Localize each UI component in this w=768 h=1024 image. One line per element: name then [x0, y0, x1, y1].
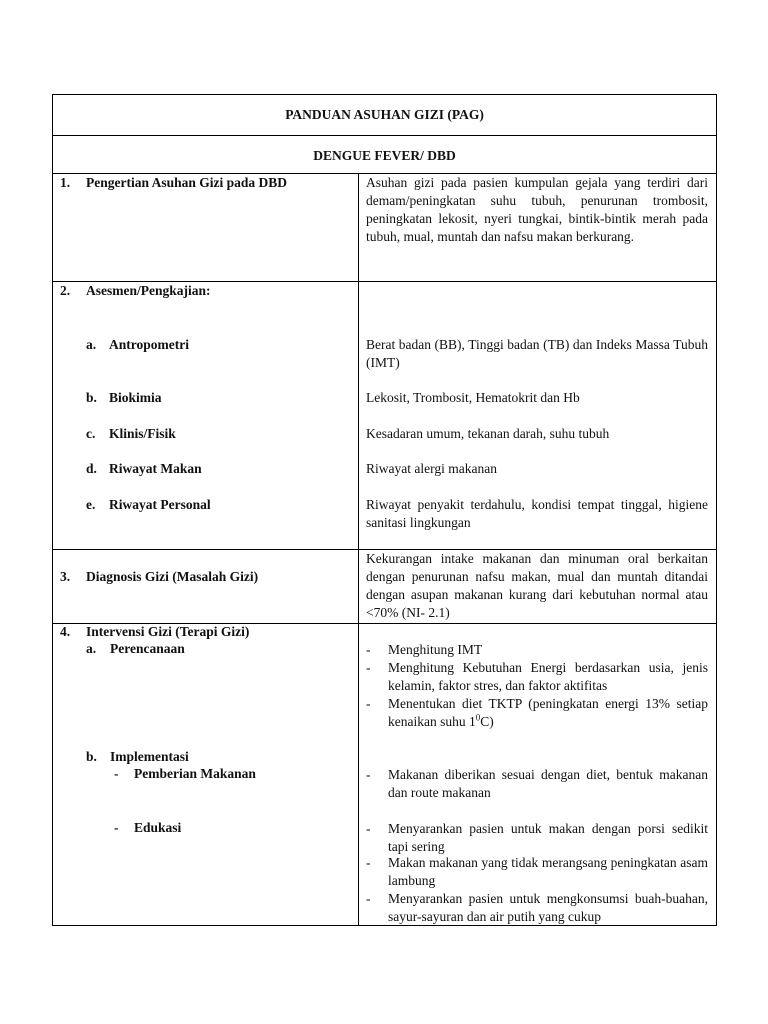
section-2-number: 2.	[60, 283, 71, 298]
bullet-dash: -	[366, 891, 371, 906]
edukasi-label: Edukasi	[134, 820, 182, 835]
section-3-label: Diagnosis Gizi (Masalah Gizi)	[86, 569, 259, 584]
perencanaan-item: Menghitung IMT	[388, 642, 483, 657]
perencanaan-item: Menghitung Kebutuhan Energi berdasarkan usia, jenis kelamin, faktor stres, dan faktor aktifitas	[388, 660, 708, 693]
antropometri-label: Antropometri	[109, 337, 189, 352]
biokimia-label: Biokimia	[109, 390, 162, 405]
biokimia-text: Lekosit, Trombosit, Hematokrit dan Hb	[366, 390, 580, 405]
document-subtitle: DENGUE FEVER/ DBD	[313, 148, 456, 163]
pemberian-makanan-item: Makanan diberikan sesuai dengan diet, bentuk makanan dan route makanan	[388, 767, 708, 800]
item-letter: d.	[86, 461, 97, 476]
section-3-number: 3.	[60, 569, 71, 584]
section-4-label: Intervensi Gizi (Terapi Gizi)	[86, 624, 250, 639]
edukasi-item: Menyarankan pasien untuk makan dengan porsi sedikit tapi sering	[388, 821, 708, 854]
section-1-number: 1.	[60, 175, 71, 190]
edukasi-item: Makan makanan yang tidak merangsang peningkatan asam lambung	[388, 855, 708, 888]
edukasi-item: Menyarankan pasien untuk mengkonsumsi buah-buahan, sayur-sayuran dan air putih yang cukup	[388, 891, 708, 924]
bullet-dash: -	[366, 642, 371, 657]
riwayat-personal-text: Riwayat penyakit terdahulu, kondisi tempat tinggal, higiene sanitasi lingkungan	[366, 497, 708, 530]
implementasi-label: Implementasi	[110, 749, 189, 764]
bullet-dash: -	[366, 660, 371, 675]
item-letter: a.	[86, 641, 97, 656]
riwayat-personal-label: Riwayat Personal	[109, 497, 211, 512]
klinis-label: Klinis/Fisik	[109, 426, 176, 441]
section-3-text: Kekurangan intake makanan dan minuman oral berkaitan dengan penurunan nafsu makan, mual dan muntah ditandai dengan asupan makanan kurang dari kebutuhan normal atau <70% (NI- 2.1)	[366, 551, 708, 620]
bullet-dash: -	[366, 696, 371, 711]
degree-superscript: 0	[475, 712, 481, 723]
item-letter: b.	[86, 390, 97, 405]
item-letter: b.	[86, 749, 97, 764]
antropometri-text: Berat badan (BB), Tinggi badan (TB) dan Indeks Massa Tubuh (IMT)	[366, 337, 708, 370]
klinis-text: Kesadaran umum, tekanan darah, suhu tubuh	[366, 426, 610, 441]
section-1-label: Pengertian Asuhan Gizi pada DBD	[86, 175, 288, 190]
riwayat-makan-text: Riwayat alergi makanan	[366, 461, 497, 476]
pemberian-makanan-label: Pemberian Makanan	[134, 766, 256, 781]
bullet-dash: -	[366, 821, 371, 836]
item-letter: c.	[86, 426, 96, 441]
bullet-dash: -	[114, 820, 119, 835]
perencanaan-item: Menentukan diet TKTP (peningkatan energi 13% setiap kenaikan suhu $1^0C$)	[388, 696, 708, 729]
row-divider	[52, 135, 717, 136]
nutrition-guide-table	[52, 94, 717, 926]
item-letter: e.	[86, 497, 96, 512]
section-2-label: Asesmen/Pengkajian:	[86, 283, 211, 298]
item-letter: a.	[86, 337, 97, 352]
section-1-text: Asuhan gizi pada pasien kumpulan gejala yang terdiri dari demam/peningkatan suhu tubuh, penurunan trombosit, peningkatan lekosit, nyeri tungkai, bintik-bintik merah pada tubuh, mual, muntah dan nafsu makan berkurang.	[366, 175, 708, 244]
riwayat-makan-label: Riwayat Makan	[109, 461, 202, 476]
bullet-dash: -	[366, 767, 371, 782]
section-4-number: 4.	[60, 624, 71, 639]
document-title: PANDUAN ASUHAN GIZI (PAG)	[285, 107, 484, 122]
bullet-dash: -	[114, 766, 119, 781]
perencanaan-label: Perencanaan	[110, 641, 185, 656]
bullet-dash: -	[366, 855, 371, 870]
column-divider	[358, 173, 359, 925]
